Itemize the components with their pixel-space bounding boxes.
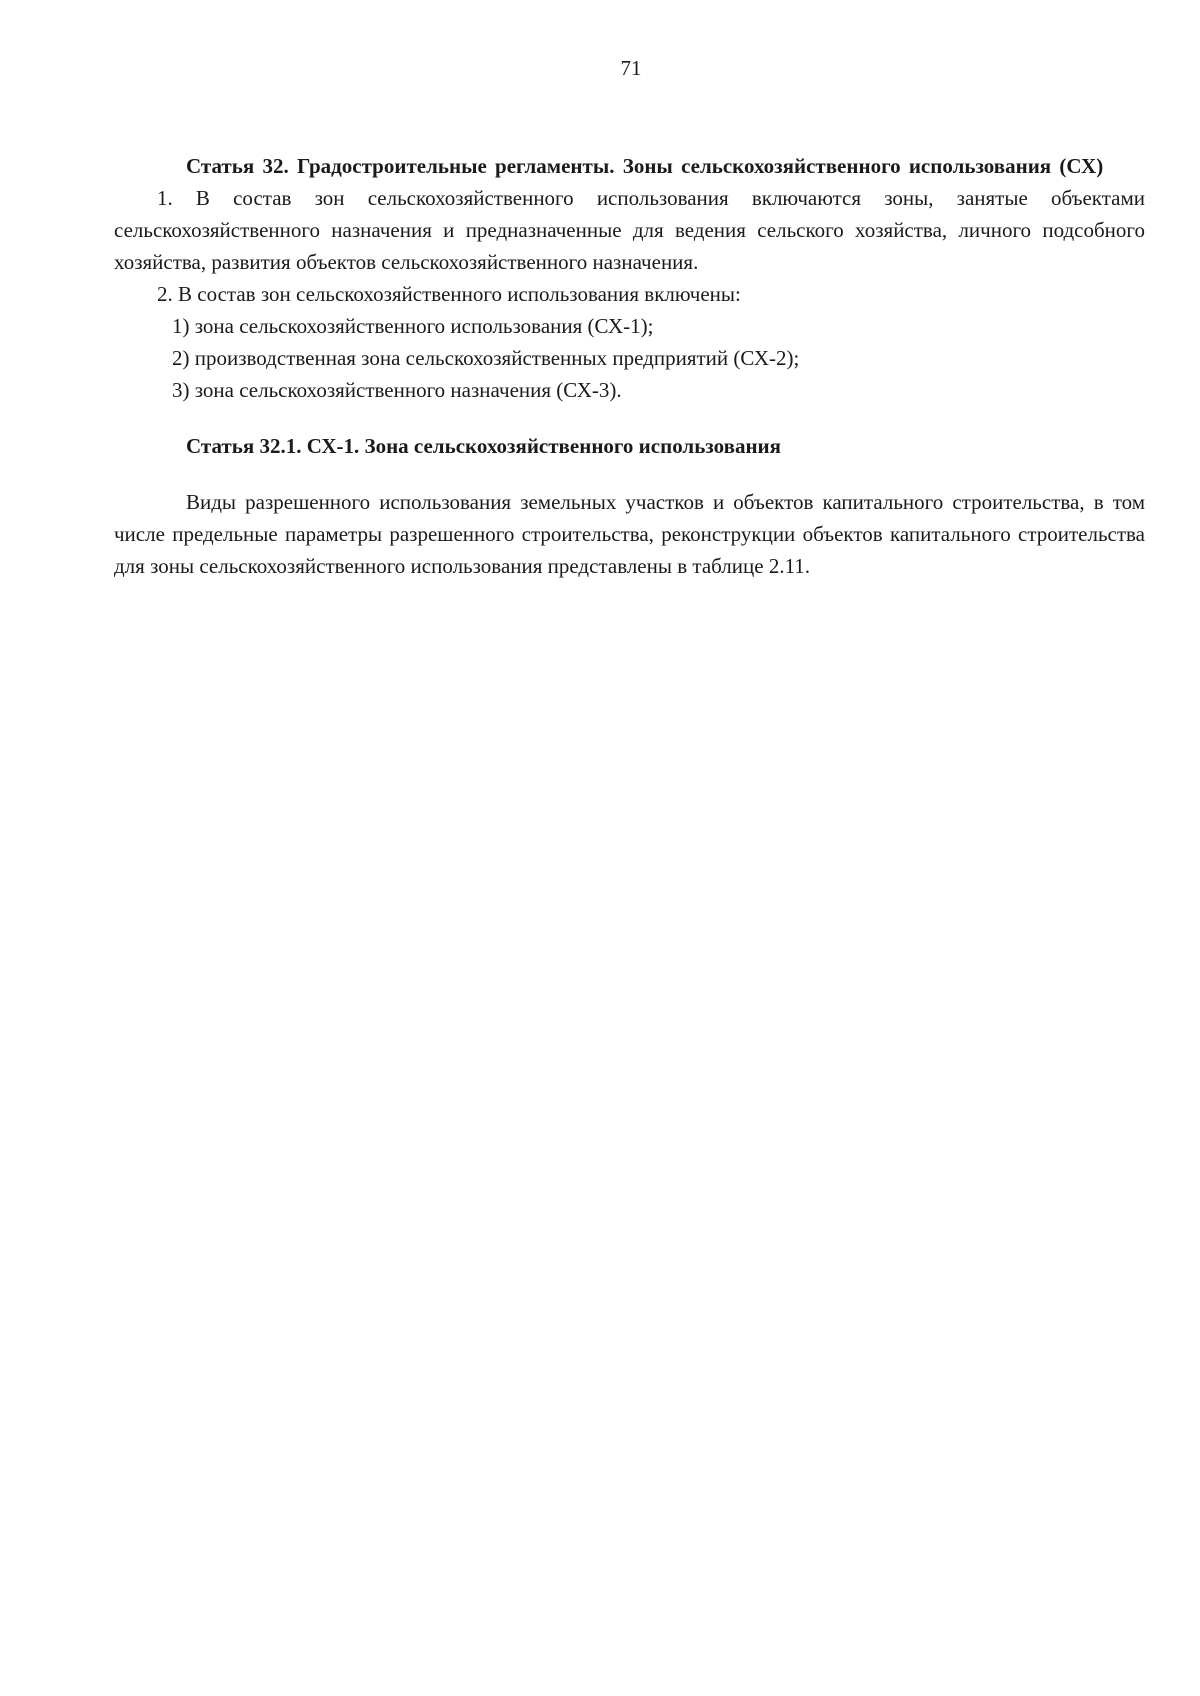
page-number: 71	[620, 56, 642, 80]
list-item: 3) зона сельскохозяйственного назначения (СХ-3).	[172, 378, 622, 402]
subarticle-heading: Статья 32.1. СХ-1. Зона сельскохозяйственного использования	[186, 434, 782, 458]
list-item: 2) производственная зона сельскохозяйственных предприятий (СХ-2);	[172, 346, 800, 370]
article-heading: Статья 32. Градостроительные регламенты. Зоны сельскохозяйственного использования (СХ)	[186, 154, 1104, 178]
article-paragraph-1: 1. В состав зон сельскохозяйственного использования включаются зоны, занятые объектами сельскохозяйственного назначения и предназначенные для ведения сельского хозяйства, личного подсобного хозяйства, развития объектов сельскохозяйственного назначения.	[114, 186, 1145, 274]
document-body	[114, 150, 1145, 582]
subarticle-paragraph: Виды разрешенного использования земельных участков и объектов капитального строительства, в том числе предельные параметры разрешенного строительства, реконструкции объектов капитального строительства для зоны сельскохозяйственного использования представлены в таблице 2.11.	[114, 490, 1145, 578]
article-paragraph-2: 2. В состав зон сельскохозяйственного использования включены:	[157, 282, 741, 306]
list-item: 1) зона сельскохозяйственного использования (СХ-1);	[172, 314, 654, 338]
